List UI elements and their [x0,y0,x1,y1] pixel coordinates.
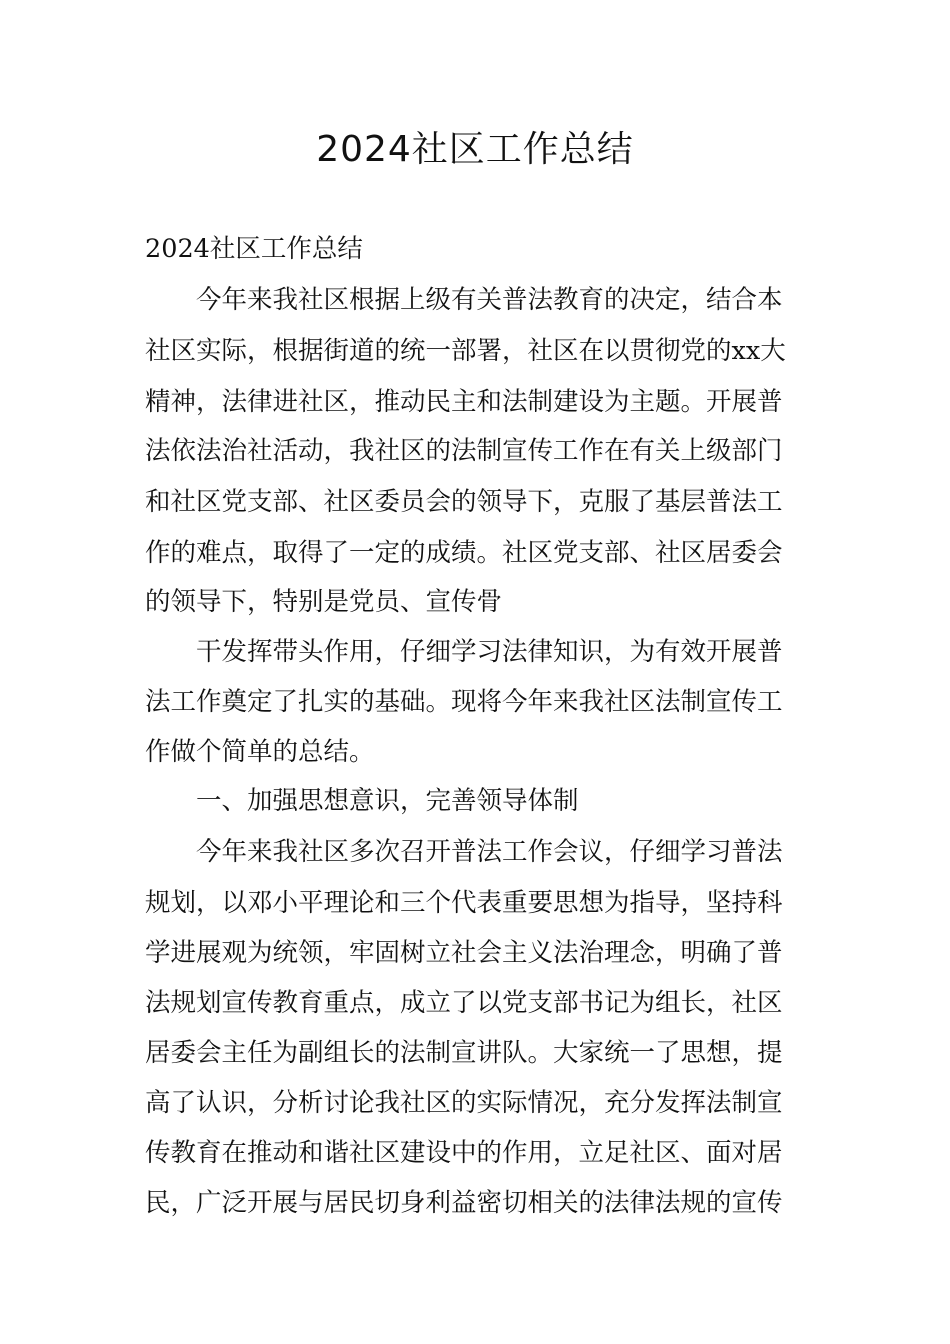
body-line: 社区实际，根据街道的统一部署，社区在以贯彻党的xx大 [145,336,786,366]
body-line: 学进展观为统领，牢固树立社会主义法治理念，明确了普 [145,938,783,968]
body-line: 作的难点，取得了一定的成绩。社区党支部、社区居委会 [145,538,783,568]
body-line: 规划，以邓小平理论和三个代表重要思想为指导，坚持科 [145,888,783,918]
body-line: 精神，法律进社区，推动民主和法制建设为主题。开展普 [145,387,783,417]
body-line: 民，广泛开展与居民切身利益密切相关的法律法规的宣传 [145,1188,783,1218]
body-line: 法依法治社活动，我社区的法制宣传工作在有关上级部门 [145,436,783,466]
body-line: 干发挥带头作用，仔细学习法律知识，为有效开展普 [196,637,783,667]
section-heading: 一、加强思想意识，完善领导体制 [196,786,579,816]
body-line: 法规划宣传教育重点，成立了以党支部书记为组长，社区 [145,988,783,1018]
body-line: 今年来我社区根据上级有关普法教育的决定，结合本 [196,285,783,315]
body-line: 今年来我社区多次召开普法工作会议，仔细学习普法 [196,837,783,867]
body-line: 作做个简单的总结。 [145,737,375,767]
body-line: 法工作奠定了扎实的基础。现将今年来我社区法制宣传工 [145,687,783,717]
body-line: 和社区党支部、社区委员会的领导下，克服了基层普法工 [145,487,783,517]
body-line: 传教育在推动和谐社区建设中的作用，立足社区、面对居 [145,1138,783,1168]
document-subtitle: 2024社区工作总结 [145,234,363,264]
body-line: 的领导下，特别是党员、宣传骨 [145,587,503,617]
document-title: 2024社区工作总结 [316,129,634,170]
body-line: 居委会主任为副组长的法制宣讲队。大家统一了思想，提 [145,1038,783,1068]
body-line: 高了认识，分析讨论我社区的实际情况，充分发挥法制宣 [145,1088,783,1118]
